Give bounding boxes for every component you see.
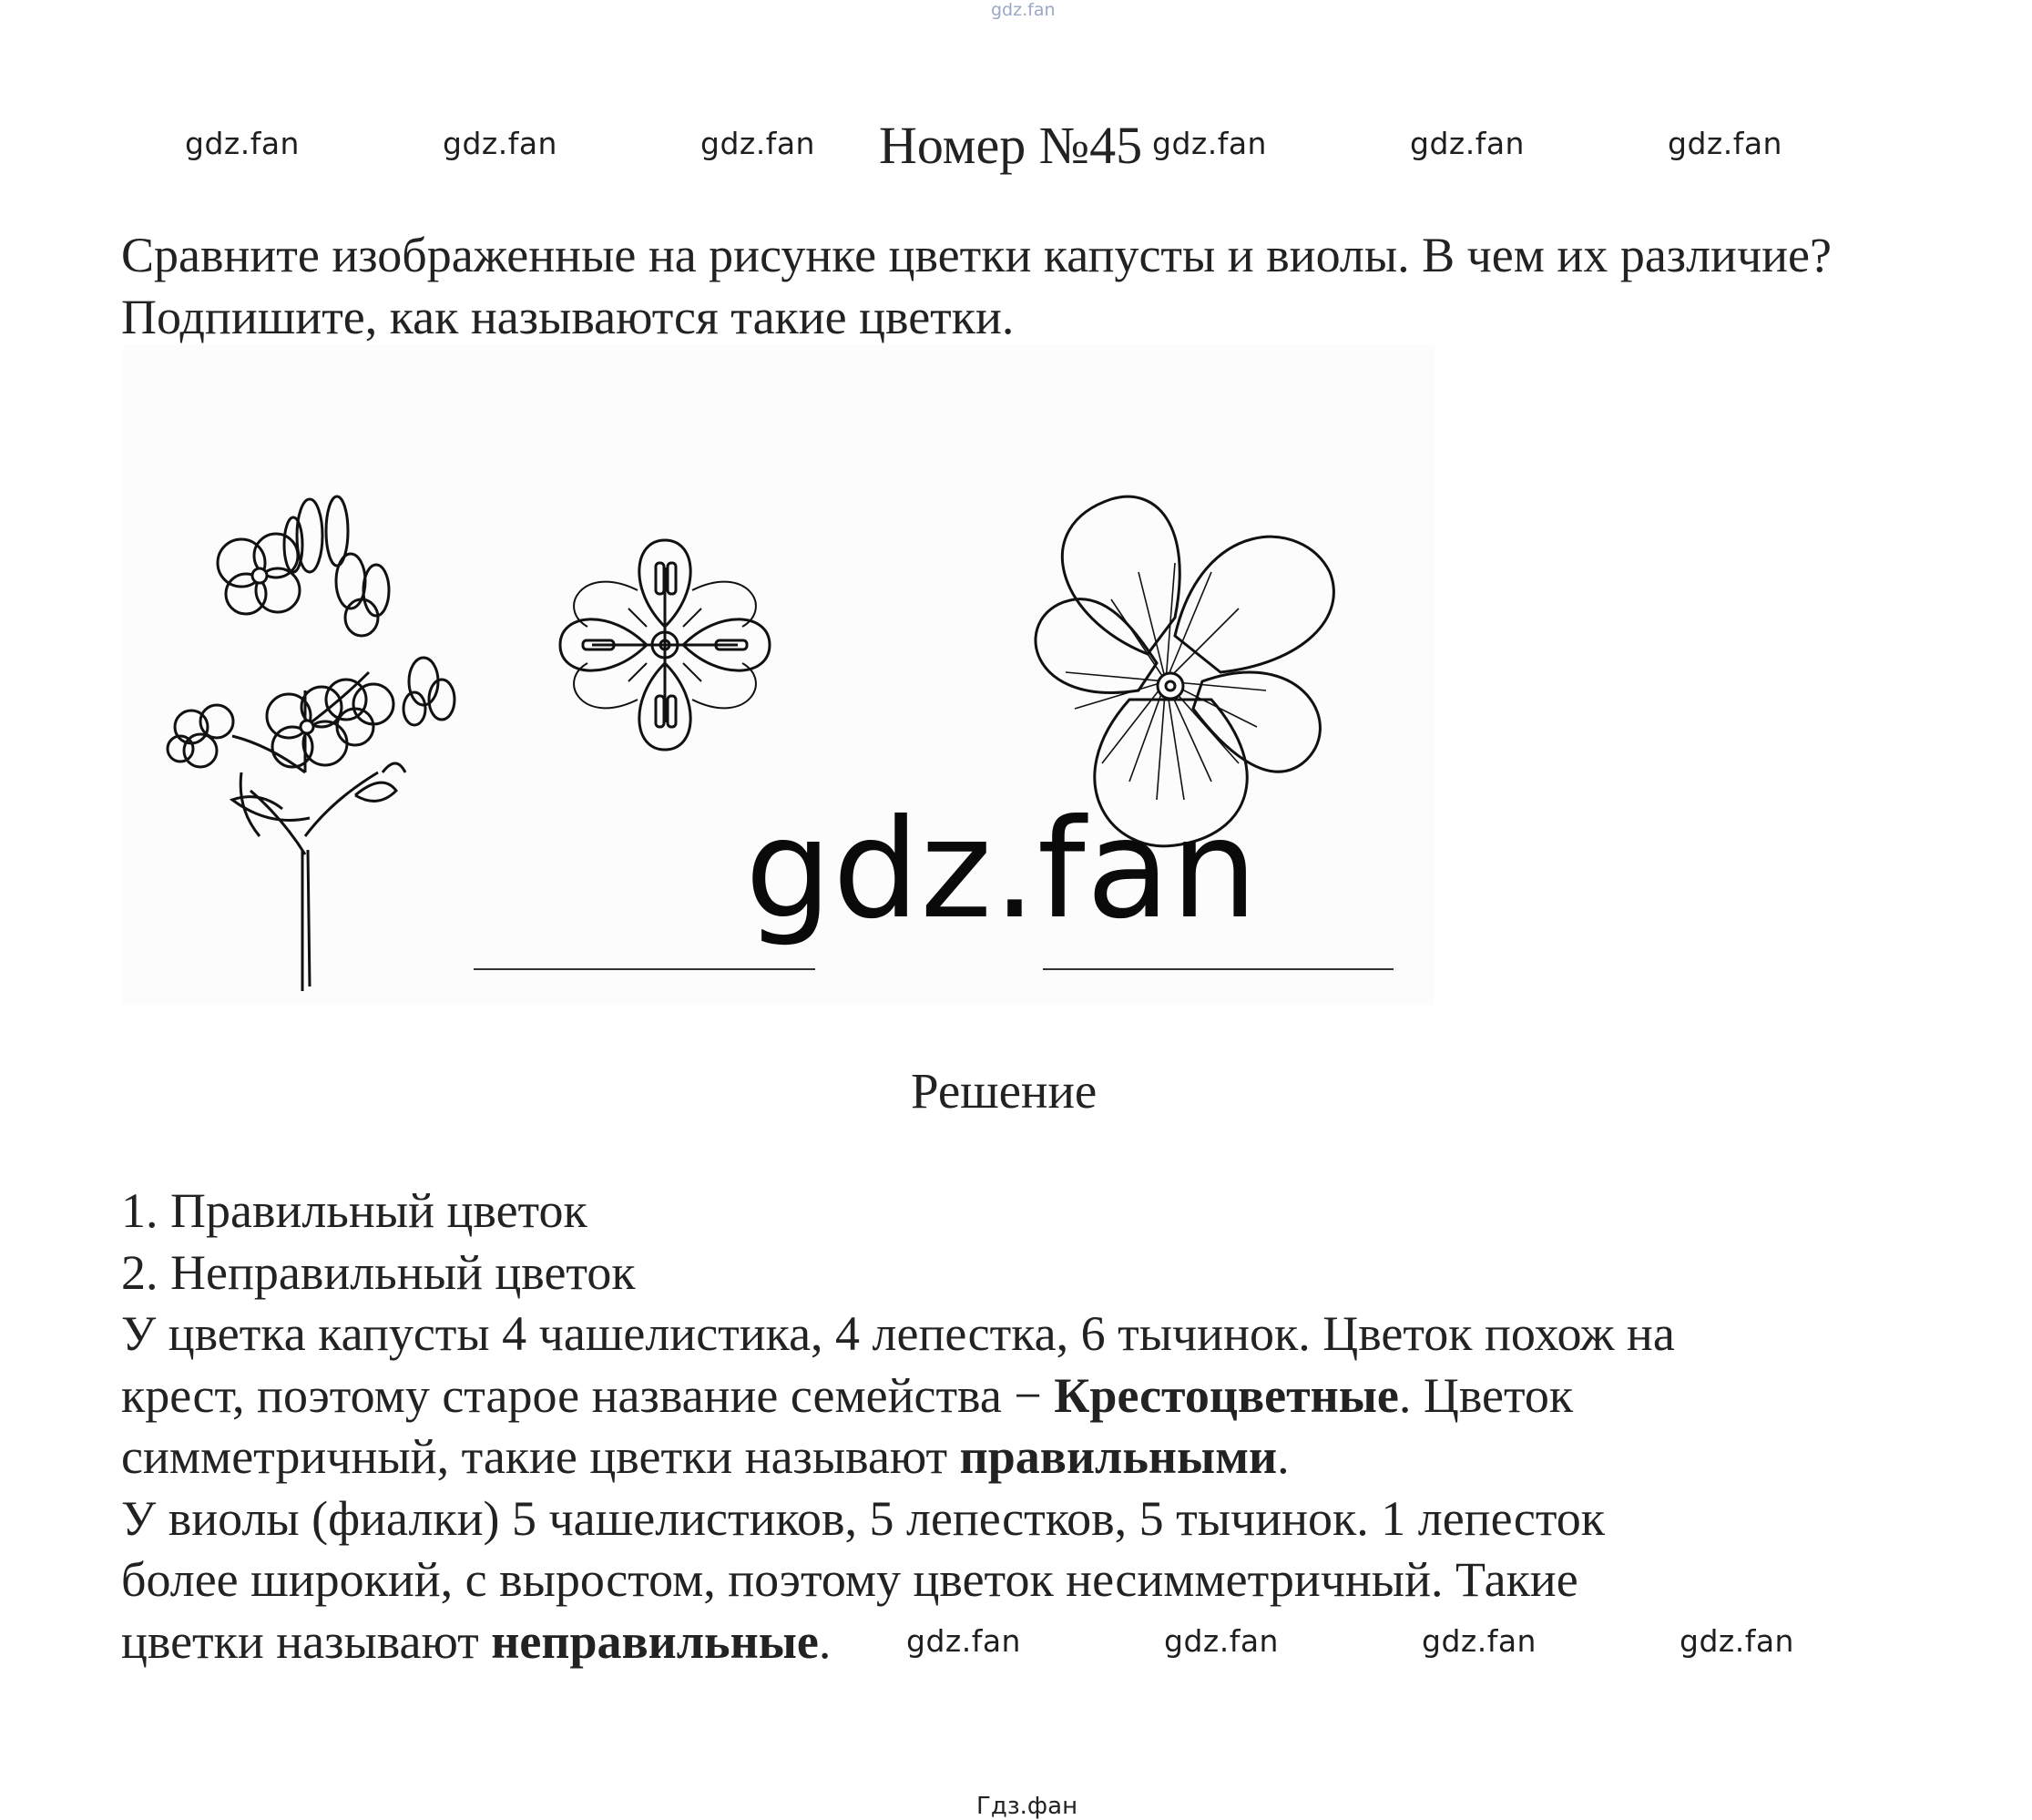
cabbage-line-1: У цветка капусты 4 чашелистика, 4 лепестка, 6 тычинок. Цветок похож на [121, 1306, 1675, 1361]
regular-term: правильными [959, 1429, 1278, 1484]
cabbage-flower-icon [560, 540, 770, 750]
page-title: Номер №45 [879, 116, 1143, 175]
watermark-label: gdz.fan [1410, 126, 1525, 161]
solution-heading: Решение [911, 1063, 1098, 1119]
answer-block [121, 1181, 1943, 1672]
watermark-label: gdz.fan [700, 126, 815, 161]
cabbage-line-3-text: симметричный, такие цветки называют [121, 1429, 960, 1484]
footer-watermark: Гдз.фан [976, 1793, 1078, 1820]
question-text: Сравните изображенные на рисунке цветки капусты и виолы. В чем их различие? Подпишите, как называются такие цветки. [121, 228, 1832, 344]
answer-item-2: 2. Неправильный цветок [121, 1244, 636, 1300]
cabbage-line-3 [121, 1426, 1943, 1488]
watermark-label: gdz.fan [443, 126, 557, 161]
answer-item-1: 1. Правильный цветок [121, 1183, 587, 1238]
watermark-label: gdz.fan [1668, 126, 1782, 161]
viola-line-3-end: . [818, 1613, 832, 1669]
watermark-label: gdz.fan [1680, 1623, 1794, 1659]
family-name: Крестоцветные [1054, 1367, 1399, 1423]
viola-line-3 [121, 1611, 1943, 1673]
viola-line-1: У виолы (фиалки) 5 чашелистиков, 5 лепестков, 5 тычинок. 1 лепесток [121, 1490, 1605, 1546]
cabbage-line-2-text: крест, поэтому старое название семейства − [121, 1367, 1055, 1423]
watermark-label: gdz.fan [1152, 126, 1267, 161]
large-watermark: gdz.fan [745, 791, 1259, 949]
cabbage-plant-icon [168, 496, 454, 991]
watermark-label: gdz.fan [1422, 1623, 1537, 1659]
top-watermark: gdz.fan [991, 0, 1056, 20]
viola-line-2: более широкий, с выростом, поэтому цветок несимметричный. Такие [121, 1552, 1578, 1607]
cabbage-line-2 [121, 1365, 1943, 1427]
cabbage-line-2-end: . Цветок [1398, 1367, 1574, 1423]
watermark-label: gdz.fan [906, 1623, 1021, 1659]
watermark-label: gdz.fan [1164, 1623, 1279, 1659]
viola-line-3-text: цветки называют [121, 1613, 492, 1669]
irregular-term: неправильные [491, 1613, 819, 1669]
cabbage-line-3-end: . [1277, 1429, 1290, 1484]
watermark-label: gdz.fan [185, 126, 300, 161]
